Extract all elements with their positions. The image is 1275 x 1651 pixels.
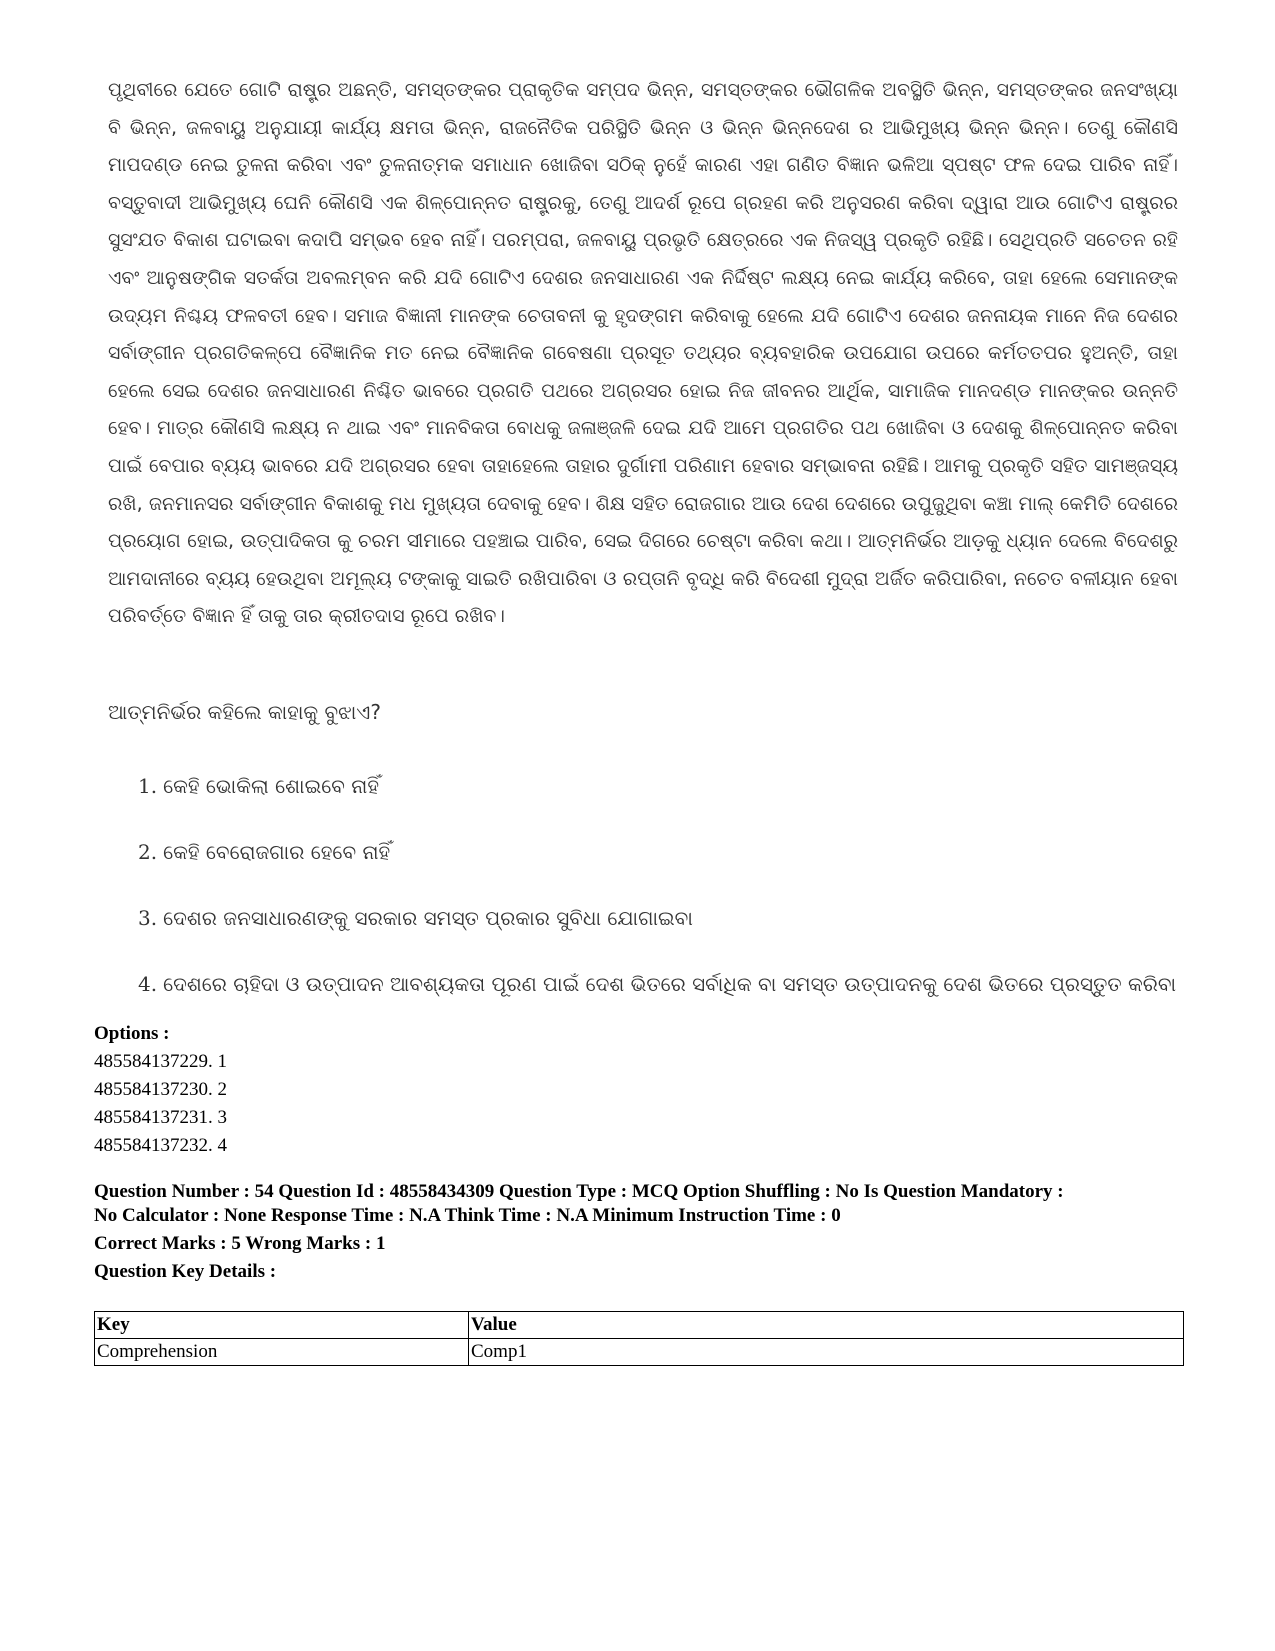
passage-text: ପୃଥିବୀରେ ଯେତେ ଗୋଟି ରାଷ୍ଟ୍ର ଅଛନ୍ତି, ସମସ୍ତଙ୍କର ପ୍ରାକୃତିକ ସମ୍ପଦ ଭିନ୍ନ, ସମସ୍ତଙ୍କର ଭୌଗଳିକ ଅବସ୍ଥିତି ଭିନ୍ନ, ସମସ୍ତଙ୍କର ଜନସଂଖ୍ୟା ବି ଭିନ୍ନ, ଜଳବାୟୁ ଅନୁଯାୟୀ କାର୍ଯ୍ୟ କ୍ଷମତା ଭିନ୍ନ, ରାଜନୈତିକ ପରିସ୍ଥିତି ଭିନ୍ନ ଓ ଭିନ୍ନ ଭିନ୍ନଦେଶ ର ଆଭିମୁଖ୍ୟ ଭିନ୍ନ ଭିନ୍ନ। ତେଣୁ କୌଣସି ମାପଦଣ୍ଡ ନେଇ ତୁଳନା କରିବା ଏବଂ ତୁଳନାତ୍ମକ ସମାଧାନ ଖୋଜିବା ସଠିକ୍ ନୁହେଁ କାରଣ ଏହା ଗଣିତ ବିଜ୍ଞାନ ଭଳିଆ ସ୍ପଷ୍ଟ ଫଳ ଦେଇ ପାରିବ ନାହିଁ। ବସ୍ତୁବାଦୀ ଆଭିମୁଖ୍ୟ ଘେନି କୌଣସି ଏକ ଶିଳ୍ପୋନ୍ନତ ରାଷ୍ଟ୍ରକୁ, ତେଣୁ ଆଦର୍ଶ ରୂପେ ଗ୍ରହଣ କରି ଅନୁସରଣ କରିବା ଦ୍ୱାରା ଆଉ ଗୋଟିଏ ରାଷ୍ଟ୍ରର ସୁସଂଯତ ବିକାଶ ଘଟାଇବା କଦାପି ସମ୍ଭବ ହେବ ନାହିଁ। ପରମ୍ପରା, ଜଳବାୟୁ ପ୍ରଭୃତି କ୍ଷେତ୍ରରେ ଏକ ନିଜସ୍ୱ ପ୍ରକୃତି ରହିଛି। ସେଥିପ୍ରତି ସଚେତନ ରହି ଏବଂ ଆନୁଷଙ୍ଗିକ ସତର୍କତା ଅବଲମ୍ବନ କରି ଯଦି ଗୋଟିଏ ଦେଶର ଜନସାଧାରଣ ଏକ ନିର୍ଦ୍ଦିଷ୍ଟ ଲକ୍ଷ୍ୟ ନେଇ କାର୍ଯ୍ୟ କରିବେ, ତାହା ହେଲେ ସେମାନଙ୍କ ଉଦ୍ୟମ ନିଶ୍ଚୟ ଫଳବତୀ ହେବ। ସମାଜ ବିଜ୍ଞାନୀ ମାନଙ୍କ ଚେତାବନୀ କୁ ହୃଦଙ୍ଗମ କରିବାକୁ ହେଲେ ଯଦି ଗୋଟିଏ ଦେଶର ଜନନାୟକ ମାନେ ନିଜ ଦେଶର ସର୍ବାଙ୍ଗୀନ ପ୍ରଗତିକଳ୍ପେ ବୈଜ୍ଞାନିକ ମତ ନେଇ ବୈଜ୍ଞାନିକ ଗବେଷଣା ପ୍ରସୂତ ତଥ୍ୟର ବ୍ୟବହାରିକ ଉପଯୋଗ ଉପରେ କର୍ମତତପର ହୁଅନ୍ତି, ତାହା ହେଲେ ସେଇ ଦେଶର ଜନସାଧାରଣ ନିଶ୍ଚିତ ଭାବରେ ପ୍ରଗତି ପଥରେ ଅଗ୍ରସର ହୋଇ ନିଜ ଜୀବନର ଆର୍ଥିକ, ସାମାଜିକ ମାନଦଣ୍ଡ ମାନଙ୍କର ଉନ୍ନତି ହେବ। ମାତ୍ର କୌଣସି ଲକ୍ଷ୍ୟ ନ ଥାଇ ଏବଂ ମାନବିକତା ବୋଧକୁ ଜଳାଞ୍ଜଳି ଦେଇ ଯଦି ଆମେ ପ୍ରଗତିର ପଥ ଖୋଜିବା ଓ ଦେଶକୁ ଶିଳ୍ପୋନ୍ନତ କରିବା ପାଇଁ ବେପାର ବ୍ୟୟ ଭାବରେ ଯଦି ଅଗ୍ରସର ହେବା ତାହାହେଲେ ତାହାର ଦୁର୍ଗାମୀ ପରିଣାମ ହେବାର ସମ୍ଭାବନା ରହିଛି। ଆମକୁ ପ୍ରକୃତି ସହିତ ସାମଞ୍ଜସ୍ୟ ରଖି, ଜନମାନସର ସର୍ବାଙ୍ଗୀନ ବିକାଶକୁ ମଧ ମୁଖ୍ୟତା ଦେବାକୁ ହେବ। ଶିକ୍ଷ ସହିତ ରୋଜଗାର ଆଉ ଦେଶ ଦେଶରେ ଉପୁଜୁଥିବା କଞ୍ଚା ମାଲ୍ କେମିତି ଦେଶରେ ପ୍ରୟୋଗ ହୋଇ, ଉତ୍ପାଦିକତା କୁ ଚରମ ସୀମାରେ ପହଞ୍ଚାଇ ପାରିବ, ସେଇ ଦିଗରେ ଚେଷ୍ଟା କରିବା କଥା। ଆତ୍ମନିର୍ଭର ଆଡ଼କୁ ଧ୍ୟାନ ଦେଲେ ବିଦେଶରୁ ଆମଦାନୀରେ ବ୍ୟୟ ହେଉଥିବା ଅମୂଲ୍ୟ ଟଙ୍କାକୁ ସାଇତି ରଖିପାରିବା ଓ ରପ୍ତାନି ବୃଦ୍ଧି କରି ବିଦେଶୀ ମୁଦ୍ରା ଅର୍ଜିତ କରିପାରିବା, ନଚେତ ବଳୀୟାନ ହେବା ପରିବର୍ତ୍ତେ ବିଜ୍ଞାନ ହିଁ ତାକୁ ତାର କ୍ରୀତଦାସ ରୂପେ ରଖିବ। [108,79,1178,628]
choice-item [138,904,1176,970]
choice-text: ଦେଶର ଜନସାଧାରଣଙ୍କୁ ସରକାର ସମସ୍ତ ପ୍ରକାର ସୁବିଧା ଯୋଗାଇବା [163,906,693,930]
question-stem: ଆତ୍ମନିର୍ଭର କହିଲେ କାହାକୁ ବୁଝାଏ? [108,700,381,724]
table-header-key: Key [95,1312,469,1339]
choice-item [138,772,1176,838]
table-header-row [95,1312,1184,1339]
options-heading: Options : [94,1023,170,1044]
table-header-value: Value [469,1312,1184,1339]
option-item: 485584137231. 3 [94,1107,227,1128]
choice-number: 4. [138,972,158,996]
table-row [95,1339,1184,1366]
choice-text: କେହି ଭୋକିଲା ଶୋଇବେ ନାହିଁ [163,774,379,798]
question-meta-line-1: Question Number : 54 Question Id : 48558434309 Question Type : MCQ Option Shuffling : No Is Question Mandatory : [94,1181,1064,1202]
choice-list [138,772,1176,1036]
key-details-table [94,1311,1184,1366]
question-meta [94,1180,1194,1284]
option-item: 485584137232. 4 [94,1135,227,1156]
choice-number: 2. [138,840,158,864]
choice-item [138,970,1176,1036]
choice-number: 1. [138,774,158,798]
options-block [94,1020,227,1160]
choice-item [138,838,1176,904]
marks-line: Correct Marks : 5 Wrong Marks : 1 [94,1233,386,1254]
passage-image [108,72,1188,996]
choice-text: ଦେଶରେ ଚାହିଦା ଓ ଉତ୍ପାଦନ ଆବଶ୍ୟକତା ପୂରଣ ପାଇଁ ଦେଶ ଭିତରେ ସର୍ବାଧିକ ବା ସମସ୍ତ ଉତ୍ପାଦନକୁ ଦେଶ ଭିତରେ ପ୍ରସ୍ତୁତ କରିବା [163,972,1177,996]
option-item: 485584137229. 1 [94,1051,227,1072]
question-meta-line-2: No Calculator : None Response Time : N.A Think Time : N.A Minimum Instruction Time : 0 [94,1205,841,1226]
table-cell-value: Comp1 [469,1339,1184,1366]
choice-text: କେହି ବେରୋଜଗାର ହେବେ ନାହିଁ [163,840,391,864]
table-cell-key: Comprehension [95,1339,469,1366]
choice-number: 3. [138,906,158,930]
option-item: 485584137230. 2 [94,1079,227,1100]
key-details-heading: Question Key Details : [94,1261,277,1282]
